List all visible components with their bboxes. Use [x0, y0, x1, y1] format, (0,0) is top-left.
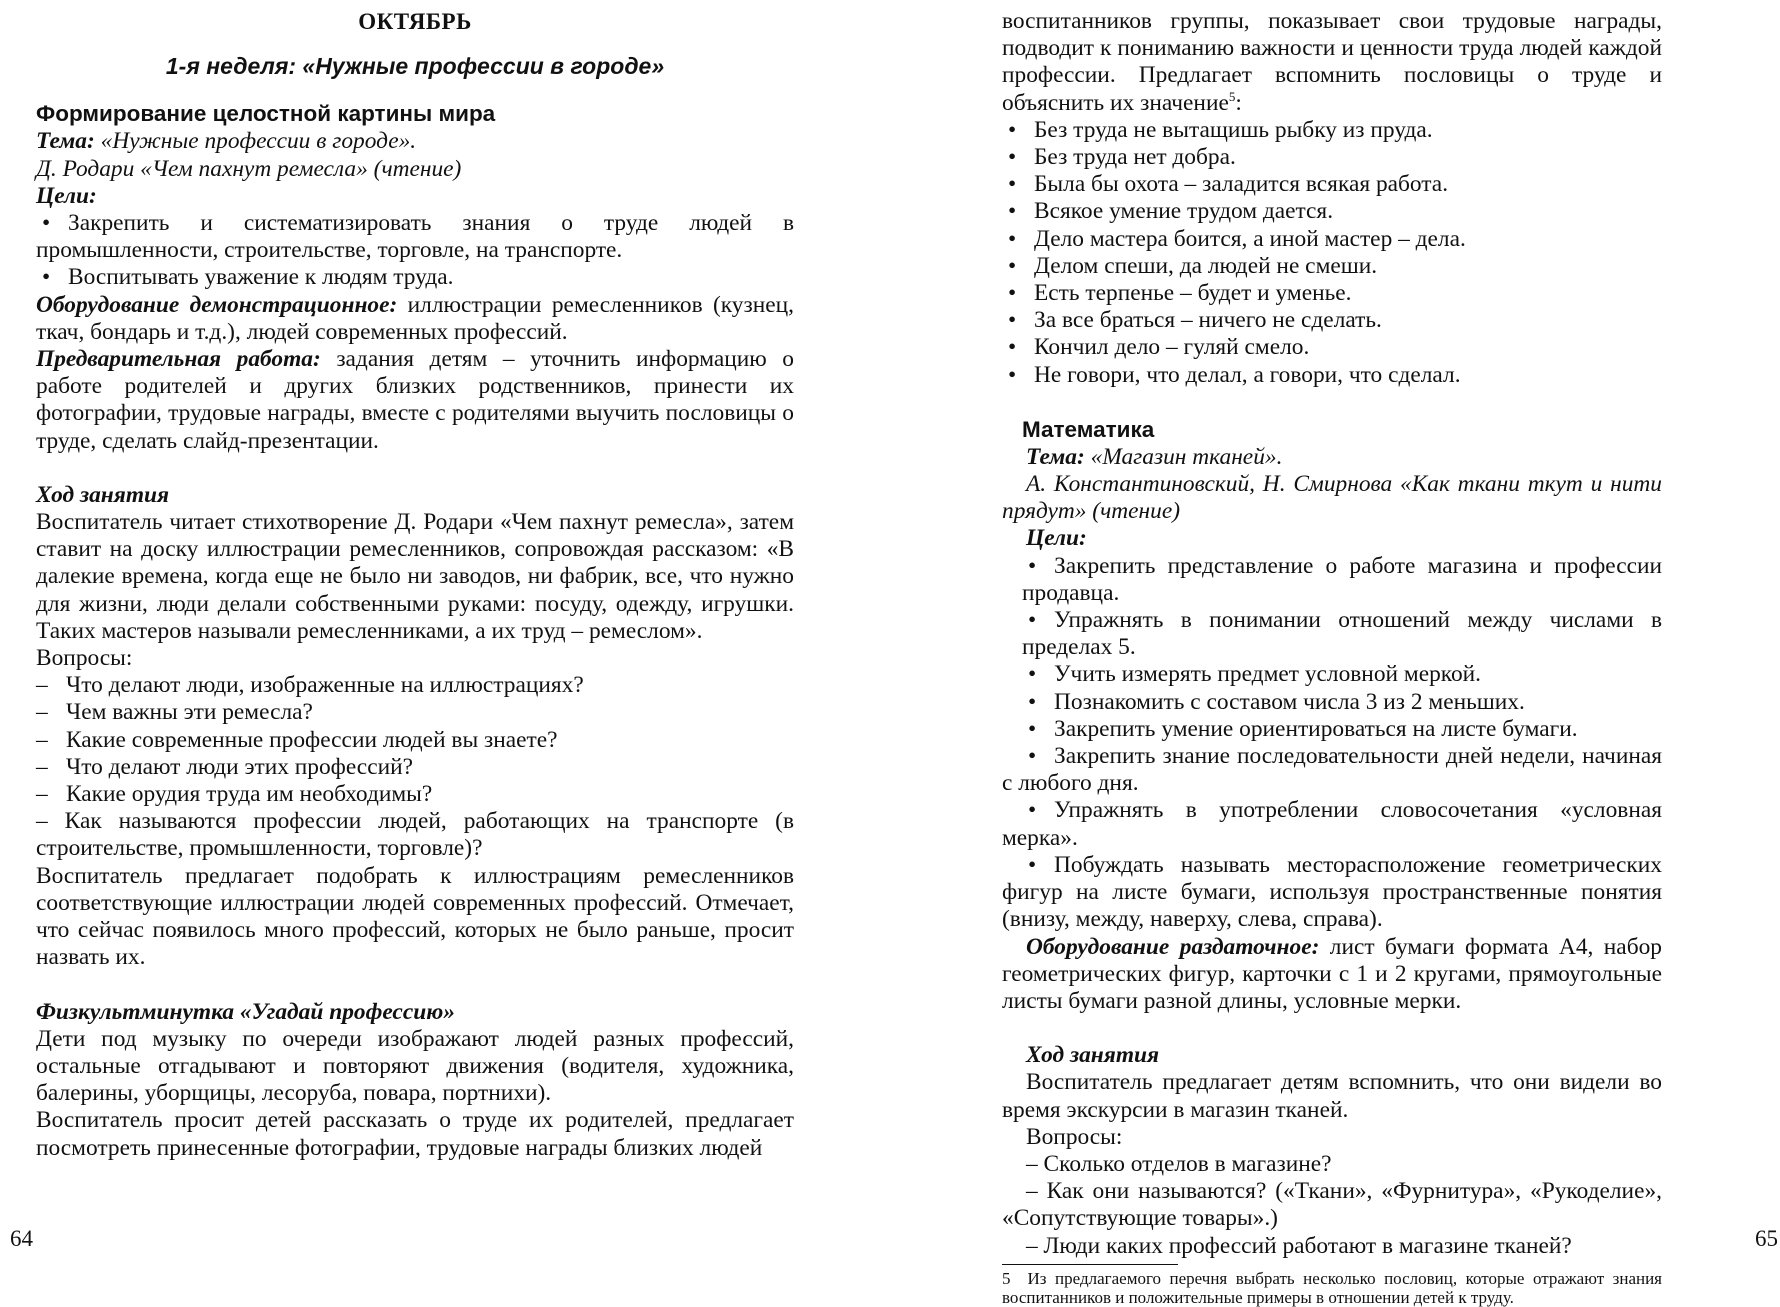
list-item: • Закрепить умение ориентироваться на листе бумаги.	[1028, 715, 1578, 742]
question-item: – Сколько отделов в магазине?	[1026, 1150, 1332, 1177]
right-page	[890, 0, 1780, 1307]
question-item: – Как они называются? («Ткани», «Фурнитура», «Рукоделие», «Сопутствующие товары».)	[1002, 1178, 1662, 1232]
list-item: • Закрепить представление о работе магазина и профессии продавца.	[1022, 552, 1662, 606]
page-number-right: 65	[1755, 1226, 1778, 1251]
phys-label: Физкультминутка «Угадай профессию»	[36, 998, 455, 1025]
month-title: ОКТЯБРЬ	[358, 9, 472, 34]
theme-line: Тема: «Магазин тканей».	[1026, 443, 1283, 470]
list-item: • Воспитывать уважение к людям труда.	[42, 264, 454, 291]
list-item: • Не говори, что делал, а говори, что сделал.	[1008, 361, 1461, 388]
list-item: • Всякое умение трудом дается.	[1008, 198, 1334, 225]
lesson-paragraph: Воспитатель предлагает детям вспомнить, что они видели во время экскурсии в магазин тканей.	[1002, 1069, 1662, 1123]
lesson-paragraph: Воспитатель читает стихотворение Д. Родари «Чем пахнут ремесла», затем ставит на доску иллюстрации ремесленников, сопровождая рассказом: «В далекие времена, когда еще не было ни заводов, ни фабрик, все, что нужно для жизни, люди делали собственными руками: посуду, одежду, игрушки. Таких мастеров называли ремесленниками, а их труд – ремеслом».	[36, 509, 794, 644]
phys-paragraph: Дети под музыку по очереди изображают людей разных профессий, остальные отгадывают и повторяют движения (водителя, художника, балерины, уборщицы, лесоруба, повара, портнихи).	[36, 1025, 794, 1107]
question-item: – Люди каких профессий работают в магазине тканей?	[1026, 1232, 1572, 1259]
prework-paragraph: Предварительная работа: задания детям – уточнить информацию о работе родителей и других близких родственников, принести их фотографии, трудовые награды, вместе с родителями выучить пословицы о труде, сделать слайд-презентации.	[36, 346, 794, 454]
list-item: – Что делают люди, изображенные на иллюстрациях?	[36, 672, 584, 699]
goals-label: Цели:	[36, 182, 97, 209]
section-title-math: Математика	[1022, 416, 1155, 442]
list-item: • Учить измерять предмет условной меркой.	[1028, 661, 1482, 688]
proverbs-list	[1002, 117, 1662, 389]
reading-line: А. Константиновский, Н. Смирнова «Как ткани ткут и нити прядут» (чтение)	[1002, 471, 1662, 525]
lesson-label: Ход занятия	[1026, 1042, 1160, 1069]
footnote-rule	[1002, 1264, 1178, 1265]
list-item: • Познакомить с составом числа 3 из 2 меньших.	[1028, 688, 1525, 715]
goals-list-wrapped	[1002, 743, 1662, 933]
section-title-world: Формирование целостной картины мира	[36, 101, 496, 127]
theme-line: Тема: «Нужные профессии в городе».	[36, 128, 417, 155]
question-long: – Как называются профессии людей, работающих на транспорте (в строительстве, промышленности, торговле)?	[36, 808, 794, 862]
goals-list	[1002, 553, 1662, 743]
goals-list	[36, 210, 794, 292]
list-item: • Закрепить знание последовательности дней недели, начиная с любого дня.	[1002, 743, 1662, 797]
list-item: • Делом спеши, да людей не смеши.	[1008, 252, 1378, 279]
list-item: – Какие орудия труда им необходимы?	[36, 781, 433, 808]
list-item: • Без труда не вытащишь рыбку из пруда.	[1008, 116, 1433, 143]
lesson-paragraph: Воспитатель просит детей рассказать о труде их родителей, предлагает посмотреть принесенные фотографии, трудовые награды близких людей	[36, 1107, 794, 1161]
lesson-label: Ход занятия	[36, 481, 170, 508]
list-item: • За все браться – ничего не сделать.	[1008, 307, 1382, 334]
equipment-paragraph: Оборудование демонстрационное: иллюстрации ремесленников (кузнец, ткач, бондарь и т.д.), людей современных профессий.	[36, 291, 794, 345]
lesson-paragraph: Воспитатель предлагает подобрать к иллюстрациям ремесленников соответствующие иллюстрации людей современных профессий. Отмечает, что сейчас появилось много профессий, которых не было раньше, просит назвать их.	[36, 862, 794, 971]
continuation-paragraph: воспитанников группы, показывает свои трудовые награды, подводит к пониманию важности и ценности труда людей каждой профессии. Предлагает вспомнить пословицы о труде и объяснить их значение$^5$:	[1002, 8, 1662, 116]
page-number-left: 64	[10, 1226, 33, 1251]
list-item: • Есть терпенье – будет и уменье.	[1008, 280, 1352, 307]
list-item: – Чем важны эти ремесла?	[36, 699, 313, 726]
list-item: • Кончил дело – гуляй смело.	[1008, 334, 1310, 361]
list-item: • Упражнять в понимании отношений между числами в пределах 5.	[1022, 607, 1662, 661]
list-item: – Что делают люди этих профессий?	[36, 753, 413, 780]
list-item: • Дело мастера боится, а иной мастер – дела.	[1008, 225, 1466, 252]
week-title: 1-я неделя: «Нужные профессии в городе»	[165, 53, 665, 80]
list-item: • Закрепить и систематизировать знания о труде людей в промышленности, строительстве, торговле, на транспорте.	[36, 210, 794, 264]
list-item: • Упражнять в употреблении словосочетания «условная мерка».	[1002, 797, 1662, 851]
footnote: 5 Из предлагаемого перечня выбрать несколько пословиц, которые отражают знания воспитанников и положительные примеры в отношении детей к труду.	[1002, 1268, 1663, 1307]
questions-label: Вопросы:	[36, 645, 133, 672]
footnote-ref: 5	[1228, 88, 1236, 104]
questions-label: Вопросы:	[1026, 1123, 1123, 1150]
list-item: • Побуждать называть месторасположение геометрических фигур на листе бумаги, используя пространственные понятия (внизу, между, наверху, слева, справа).	[1002, 851, 1662, 933]
left-page	[0, 0, 890, 1262]
equipment-paragraph: Оборудование раздаточное: лист бумаги формата А4, набор геометрических фигур, карточки с 1 и 2 кругами, прямоугольные листы бумаги разной длины, условные мерки.	[1002, 933, 1662, 1014]
list-item: – Какие современные профессии людей вы знаете?	[36, 726, 558, 753]
reading-line: Д. Родари «Чем пахнут ремесла» (чтение)	[36, 155, 462, 182]
questions-list	[36, 672, 794, 808]
goals-label: Цели:	[1026, 525, 1087, 552]
list-item: • Была бы охота – заладится всякая работа.	[1008, 171, 1449, 198]
list-item: • Без труда нет добра.	[1008, 144, 1236, 171]
